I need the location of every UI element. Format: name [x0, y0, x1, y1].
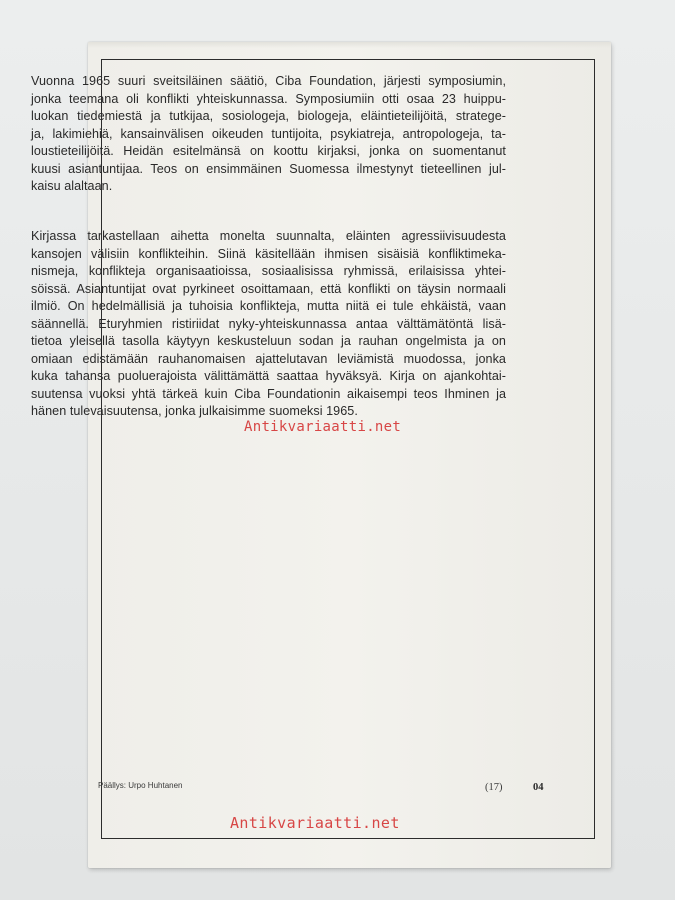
cover-top-edge [88, 42, 611, 48]
text-line: kuka tahansa puoluerajoista välittämättä saattaa hyväksyä. Kirja on ajankohtai- [31, 369, 506, 383]
text-line: säännellä. Eturyhmien ristiriidat nyky-yhteiskunnassa antaa välttämätöntä lisä- [31, 316, 506, 331]
class-code: (17) [485, 782, 503, 793]
text-line: omiaan edistämään rauhanomaisen ajattelutavan leviämistä muodossa, jonka [31, 351, 506, 366]
text-line: kansojen välisiin konflikteihin. Siinä käsitellään ihmisen sisäisiä konfliktimeka- [31, 246, 506, 261]
blurb-paragraph-2 [31, 228, 506, 421]
text-line: kuusi asiantuntijaa. Teos on ensimmäinen Suomessa ilmestynyt tieteellinen jul- [31, 161, 506, 176]
text-line: jonka teemana oli konflikti yhteiskunnassa. Symposiumiin otti osaa 23 huippu- [31, 91, 506, 106]
cover-credit: Päällys: Urpo Huhtanen [98, 781, 183, 790]
text-line: luokan tiedemiestä ja tutkijaa, sosiologeja, biologeja, eläintieteilijöitä, stratege- [31, 109, 506, 123]
watermark-bottom: Antikvariaatti.net [230, 814, 400, 832]
text-line: nismeja, konflikteja organisaatioissa, sosiaalisissa ryhmissä, erilaisissa yhtei- [31, 264, 506, 278]
text-line: suutensa vuoksi yhtä tärkeä kuin Ciba Foundationin aikaisempi teos Ihminen ja [31, 386, 506, 401]
text-line: tietoa yleisellä tasolla käytyyn keskusteluun sodan ja rauhan ongelmista ja on [31, 334, 506, 348]
text-line: Vuonna 1965 suuri sveitsiläinen säätiö, Ciba Foundation, järjesti symposiumin, [31, 74, 506, 88]
text-line: ja, lakimiehiä, kansainvälisen oikeuden tuntijoita, psykiatreja, antropologeja, ta- [31, 126, 506, 141]
catalog-number: 04 [533, 782, 544, 793]
blurb-paragraph-1 [31, 73, 506, 196]
watermark-mid: Antikvariaatti.net [244, 419, 402, 435]
text-line: ilmiö. On hedelmällisiä ja tuhoisia konflikteja, mutta niitä ei tule ehkäistä, vaan [31, 299, 506, 313]
text-line: hänen tulevaisuutensa, jonka julkaisimme suomeksi 1965. [31, 404, 358, 418]
text-line: kaisu alaltaan. [31, 179, 113, 193]
text-line: söissä. Asiantuntijat ovat pyrkineet osoittamaan, että konflikti on täysin normaali [31, 281, 506, 296]
text-line: loustieteilijöitä. Heidän esitelmänsä on koottu kirjaksi, jonka on suomentanut [31, 144, 506, 158]
text-line: Kirjassa tarkastellaan aihetta monelta suunnalta, eläinten agressiivisuudesta [31, 229, 506, 243]
